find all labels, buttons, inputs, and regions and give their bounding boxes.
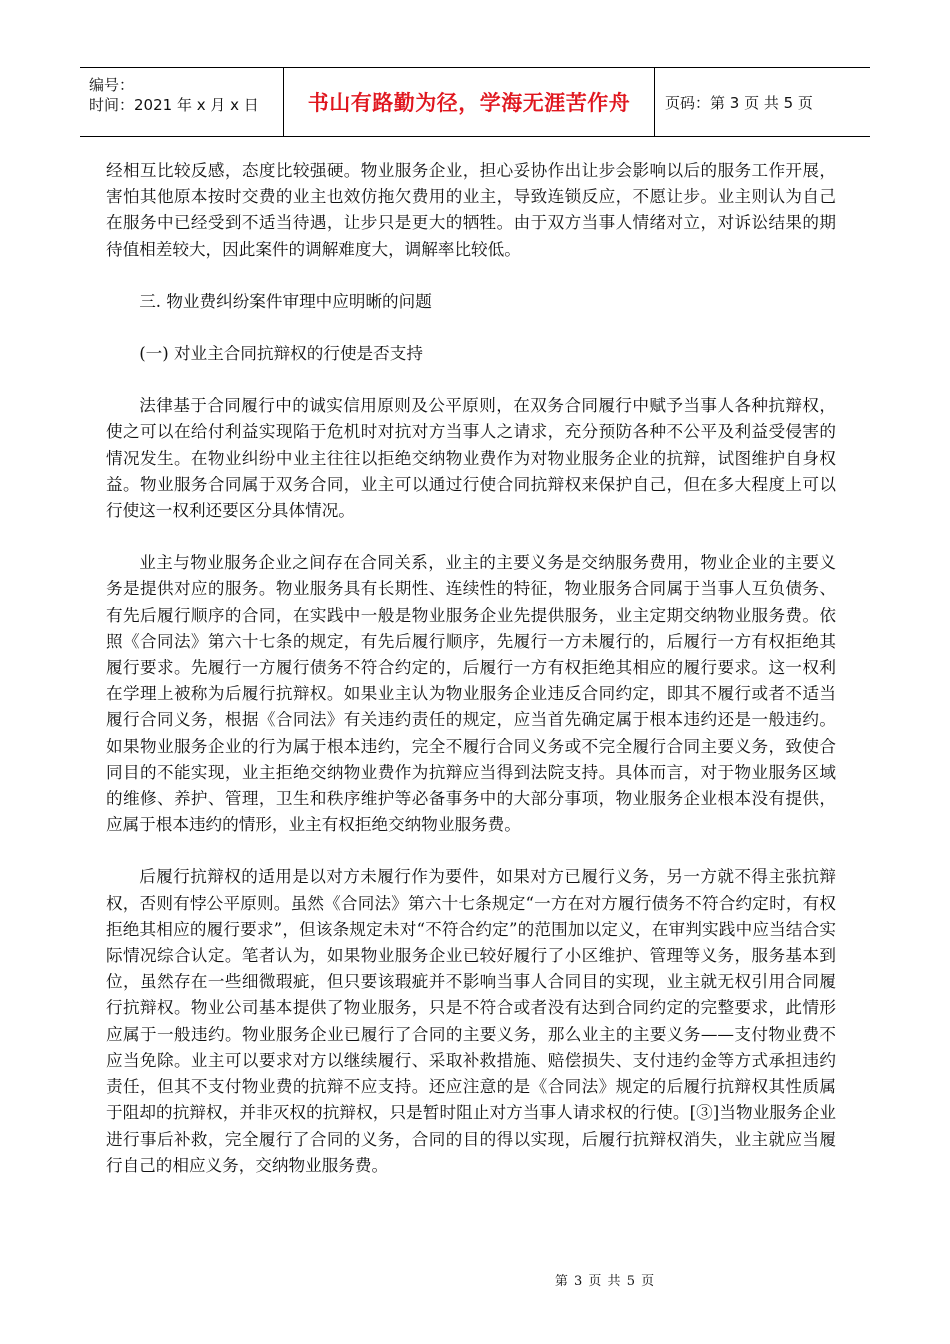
time-label: 时间：2021 年 x 月 x 日 [89,96,259,114]
paragraph-3: 业主与物业服务企业之间存在合同关系，业主的主要义务是交纳服务费用，物业企业的主要义务是提供对应的服务。物业服务具有长期性、连续性的特征，物业服务合同属于当事人互负债务、有先后履行顺序的合同，在实践中一般是物业服务企业先提供服务，业主定期交纳物业服务费。依照《合同法》第六十七条的规定，有先后履行顺序，先履行一方未履行的，后履行一方有权拒绝其履行要求。先履行一方履行债务不符合约定的，后履行一方有权拒绝其相应的履行要求。这一权利在学理上被称为后履行抗辩权。如果业主认为物业服务企业违反合同约定，即其不履行或者不适当履行合同义务，根据《合同法》有关违约责任的规定，应当首先确定属于根本违约还是一般违约。如果物业服务企业的行为属于根本违约，完全不履行合同义务或不完全履行合同主要义务，致使合同目的不能实现，业主拒绝交纳物业费作为抗辩应当得到法院支持。具体而言，对于物业服务区域的维修、养护、管理，卫生和秩序维护等必备事务中的大部分事项，物业服务企业根本没有提供，应属于根本违约的情形，业主有权拒绝交纳物业服务费。 [106,553,836,835]
page-footer: 第 3 页 共 5 页 [554,1274,656,1289]
document-body [106,158,836,1179]
subsection-heading: (一) 对业主合同抗辩权的行使是否支持 [139,344,423,364]
header-motto-cell [284,68,655,136]
section-heading: 三. 物业费纠纷案件审理中应明晰的问题 [139,291,432,311]
motto-text: 书山有路勤为径，学海无涯苦作舟 [307,91,631,115]
header-page-cell [655,68,870,136]
header-meta-cell [80,68,284,136]
page-header [80,67,870,137]
paragraph-4: 后履行抗辩权的适用是以对方未履行作为要件，如果对方已履行义务，另一方就不得主张抗辩权，否则有悖公平原则。虽然《合同法》第六十七条规定“一方在对方履行债务不符合约定时，有权拒绝其相应的履行要求”，但该条规定未对“不符合约定”的范围加以定义，在审判实践中应当结合实际情况综合认定。笔者认为，如果物业服务企业已较好履行了小区维护、管理等义务，服务基本到位，虽然存在一些细微瑕疵，但只要该瑕疵并不影响当事人合同目的实现，业主就无权引用合同履行抗辩权。物业公司基本提供了物业服务，只是不符合或者没有达到合同约定的完整要求，此情形应属于一般违约。物业服务企业已履行了合同的主要义务，那么业主的主要义务——支付物业费不应当免除。业主可以要求对方以继续履行、采取补救措施、赔偿损失、支付违约金等方式承担违约责任，但其不支付物业费的抗辩不应支持。还应注意的是《合同法》规定的后履行抗辩权其性质属于阻却的抗辩权，并非灭权的抗辩权，只是暂时阻止对方当事人请求权的行使。[③]当物业服务企业进行事后补救，完全履行了合同的义务，合同的目的得以实现，后履行抗辩权消失，业主就应当履行自己的相应义务，交纳物业服务费。 [106,867,836,1175]
number-label: 编号： [89,76,135,94]
paragraph-2: 法律基于合同履行中的诚实信用原则及公平原则，在双务合同履行中赋予当事人各种抗辩权，使之可以在给付利益实现陷于危机时对抗对方当事人之请求，充分预防各种不公平及利益受侵害的情况发生。在物业纠纷中业主往往以拒绝交纳物业费作为对物业服务企业的抗辩，试图维护自身权益。物业服务合同属于双务合同，业主可以通过行使合同抗辩权来保护自己，但在多大程度上可以行使这一权利还要区分具体情况。 [106,396,836,521]
paragraph-1: 经相互比较反感，态度比较强硬。物业服务企业，担心妥协作出让步会影响以后的服务工作开展，害怕其他原本按时交费的业主也效仿拖欠费用的业主，导致连锁反应，不愿让步。业主则认为自己在服务中已经受到不适当待遇，让步只是更大的牺牲。由于双方当事人情绪对立，对诉讼结果的期待值相差较大，因此案件的调解难度大，调解率比较低。 [106,161,836,259]
page-info: 页码：第 3 页 共 5 页 [665,93,813,112]
